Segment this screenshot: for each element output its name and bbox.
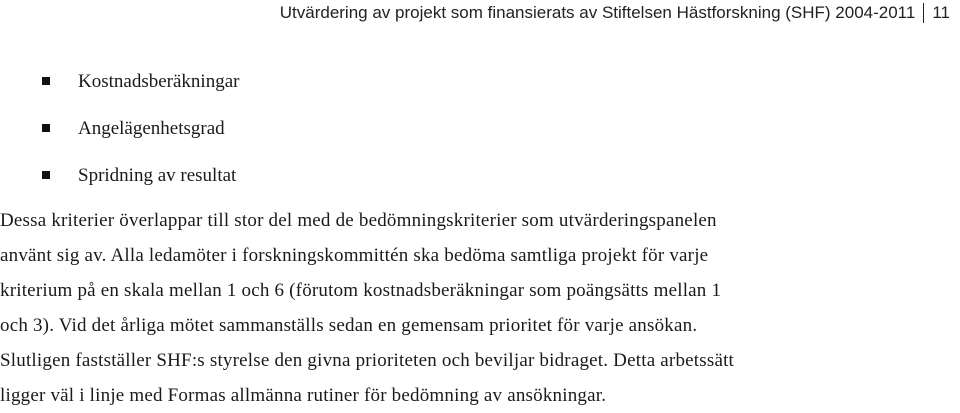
header-title: Utvärdering av projekt som finansierats av Stiftelsen Hästforskning (SHF) 2004-2011 (279, 3, 916, 22)
paragraph-line: och 3). Vid det årliga mötet sammanställs sedan en gemensam prioritet för varje ansökan. (0, 315, 698, 336)
body-paragraph (0, 203, 950, 413)
list-item-text: Angelägenhetsgrad (78, 118, 225, 139)
list-item-text: Kostnadsberäkningar (78, 71, 240, 92)
criteria-bullet-list (0, 65, 239, 206)
paragraph-line: använt sig av. Alla ledamöter i forskningskommittén ska bedöma samtliga projekt för varje (0, 245, 709, 266)
header-separator (923, 3, 924, 23)
page-header (280, 2, 950, 24)
page-number: 11 (932, 3, 950, 22)
list-item (0, 65, 239, 112)
paragraph-line: kriterium på en skala mellan 1 och 6 (förutom kostnadsberäkningar som poängsätts mellan 1 (0, 280, 722, 301)
paragraph-line: ligger väl i linje med Formas allmänna rutiner för bedömning av ansökningar. (0, 385, 607, 406)
list-item (0, 112, 239, 159)
square-bullet-icon (42, 124, 50, 132)
square-bullet-icon (42, 171, 50, 179)
paragraph-line: Dessa kriterier överlappar till stor del med de bedömningskriterier som utvärderingspanelen (0, 210, 717, 231)
list-item (0, 159, 239, 206)
list-item-text: Spridning av resultat (78, 165, 237, 186)
paragraph-line: Slutligen fastställer SHF:s styrelse den givna prioriteten och beviljar bidraget. Detta arbetssätt (0, 350, 735, 371)
square-bullet-icon (42, 77, 50, 85)
